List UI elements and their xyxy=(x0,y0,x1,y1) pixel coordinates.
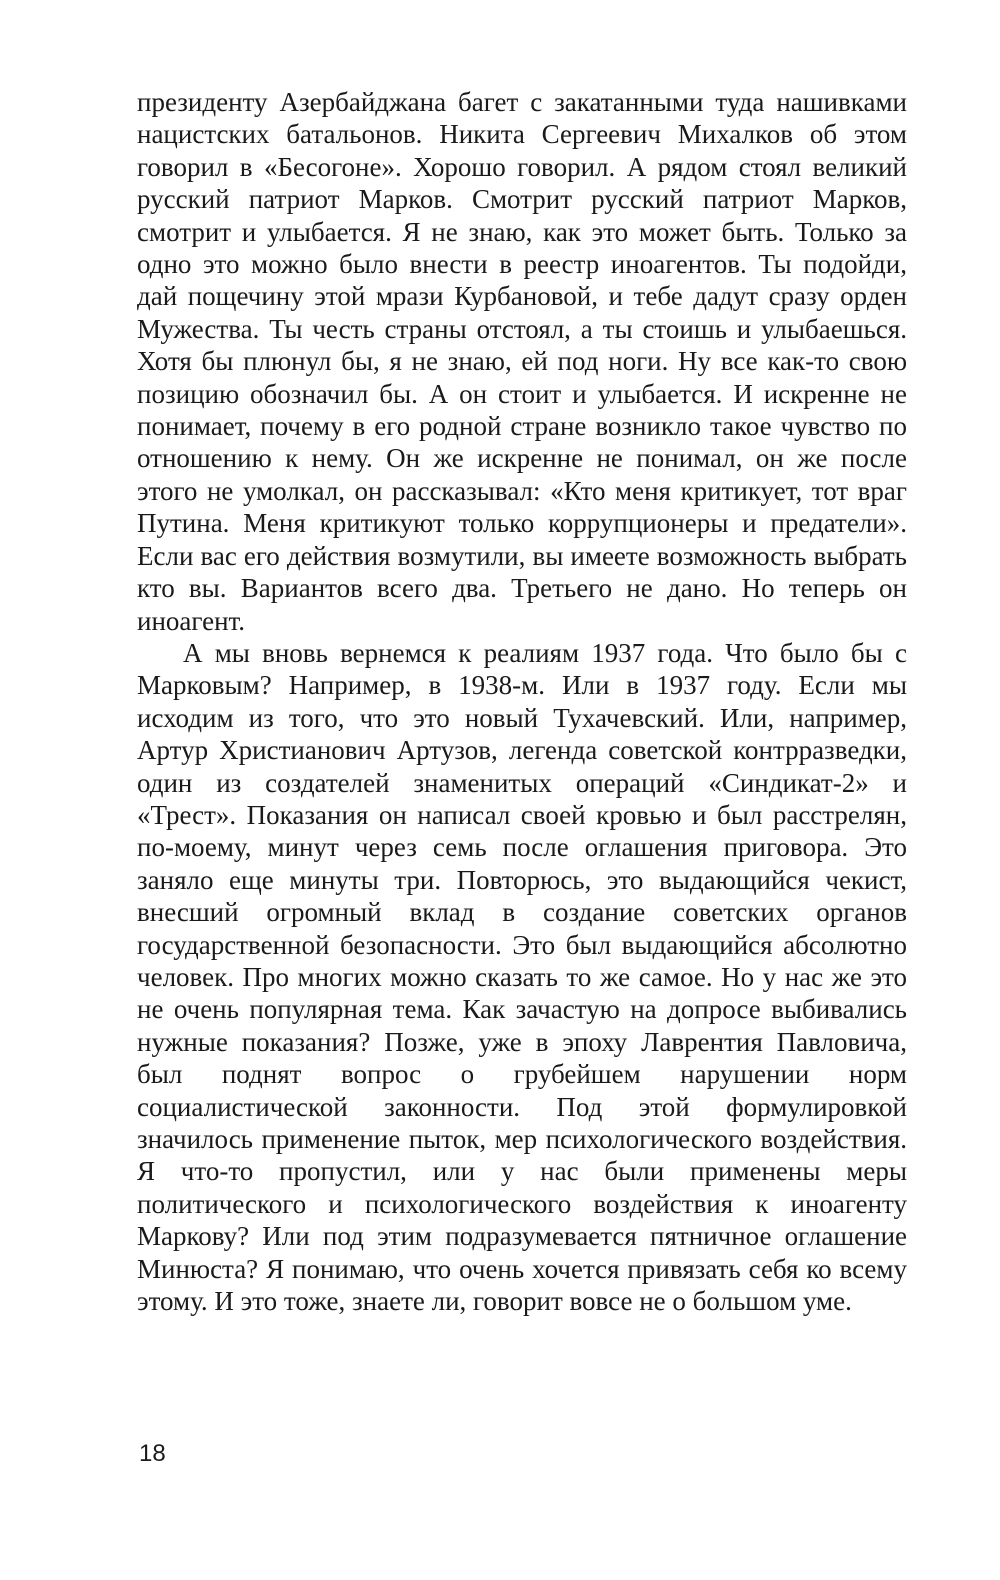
paragraph-1: президенту Азербайджана багет с закатанными туда нашивками нацистских батальонов. Никита Сергеевич Михалков об этом говорил в «Бесогоне». Хорошо говорил. А рядом стоял великий русский патриот Марков. Смотрит русский патриот Марков, смотрит и улыбается. Я не знаю, как это может быть. Только за одно это можно было внести в реестр иноагентов. Ты подойди, дай пощечину этой мрази Курбановой, и тебе дадут сразу орден Мужества. Ты честь страны отстоял, а ты стоишь и улыбаешься. Хотя бы плюнул бы, я не знаю, ей под ноги. Ну все как-то свою позицию обозначил бы. А он стоит и улыбается. И искренне не понимает, почему в его родной стране возникло такое чувство по отношению к нему. Он же искренне не понимал, он же после этого не умолкал, он рассказывал: «Кто меня критикует, тот враг Путина. Меня критикуют только коррупционеры и предатели». Если вас его действия возмутили, вы имеете возможность выбрать кто вы. Вариантов всего два. Третьего не дано. Но теперь он иноагент. xyxy=(137,87,907,636)
paragraph-2: А мы вновь вернемся к реалиям 1937 года. Что было бы с Марковым? Например, в 1938-м. Или в 1937 году. Если мы исходим из того, что это новый Тухачевский. Или, например, Артур Христианович Артузов, легенда советской контрразведки, один из создателей знаменитых операций «Синдикат-2» и «Трест». Показания он написал своей кровью и был расстрелян, по-моему, минут через семь после оглашения приговора. Это заняло еще минуты три. Повторюсь, это выдающийся чекист, внесший огромный вклад в создание советских органов государственной безопасности. Это был выдающийся абсолютно человек. Про многих можно сказать то же самое. Но у нас же это не очень популярная тема. Как зачастую на допросе выбивались нужные показания? Позже, уже в эпоху Лаврентия Павловича, был поднят вопрос о грубейшем нарушении норм социалистической законности. Под этой формулировкой значилось применение пыток, мер психологического воздействия. Я что-то пропустил, или у нас были применены меры политического и психологического воздействия к иноагенту Маркову? Или под этим подразумевается пятничное оглашение Минюста? Я понимаю, что очень хочется привязать себя ко всему этому. И это тоже, знаете ли, говорит вовсе не о большом уме. xyxy=(137,637,907,1317)
page-number: 18 xyxy=(139,1440,166,1467)
body-text xyxy=(137,86,907,1317)
